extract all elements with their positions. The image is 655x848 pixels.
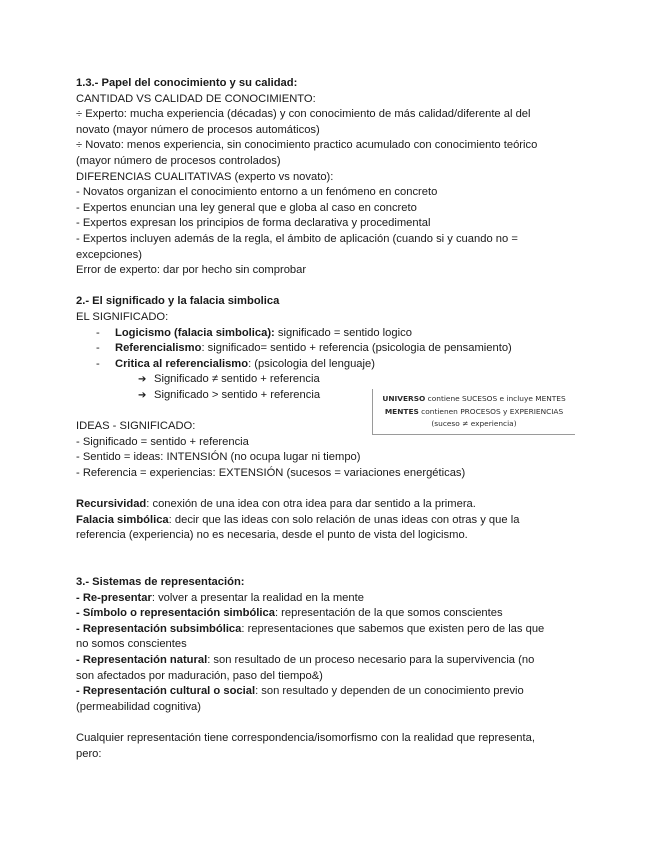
arrow-bullet-icon: ➔ [138,389,147,401]
expert-line-2: novato (mayor número de procesos automáticos) [76,123,320,136]
representation-item: - Representación natural: son resultado de un proceso necesario para la supervivencia (no [76,653,535,666]
representation-item-cont: no somos conscientes [76,638,187,651]
callout-line-3: (suceso ≠ experiencia) [431,419,517,428]
ideas-item: - Referencia = experiencias: EXTENSIÓN (sucesos = variaciones energéticas) [76,466,466,479]
closing-line-2: pero: [76,747,102,760]
ideas-item: - Significado = sentido + referencia [76,435,249,448]
universe-callout-box [372,389,575,435]
representation-item: - Representación subsimbólica: representaciones que sabemos que existen pero de las que [76,622,545,635]
representation-item-cont: (permeabilidad cognitiva) [76,700,201,713]
difference-item: - Expertos enuncian una ley general que e globa al caso en concreto [76,201,417,214]
section-2-title: 2.- El significado y la falacia simbolica [76,295,280,308]
qualitative-differences-heading: DIFERENCIAS CUALITATIVAS (experto vs novato): [76,170,334,183]
list-item-logicismo: - Logicismo (falacia simbolica): significado = sentido logico [96,326,412,339]
expert-error-line: Error de experto: dar por hecho sin comprobar [76,264,307,277]
arrow-item: ➔ Significado ≠ sentido + referencia [76,372,586,388]
novice-line-1: ÷ Novato: menos experiencia, sin conocimiento practico acumulado con conocimiento teórico [76,139,538,152]
meaning-heading: EL SIGNIFICADO: [76,310,169,323]
representation-item-cont: son afectados por maduración, paso del tiempo&) [76,669,323,682]
recursividad-definition: Recursividad: conexión de una idea con otra idea para dar sentido a la primera. [76,498,476,511]
representation-item: - Símbolo o representación simbólica: representación de la que somos conscientes [76,607,503,620]
representation-item: - Re-presentar: volver a presentar la realidad en la mente [76,591,364,604]
quantity-vs-quality-heading: CANTIDAD VS CALIDAD DE CONOCIMIENTO: [76,92,316,105]
section-1-3-title: 1.3.- Papel del conocimiento y su calidad: [76,77,298,89]
callout-line-1: UNIVERSO contiene SUCESOS e incluye MENTES [382,394,566,403]
callout-line-2: MENTES contienen PROCESOS y EXPERIENCIAS [384,406,564,416]
difference-item: - Novatos organizan el conocimiento entorno a un fenómeno en concreto [76,186,438,199]
novice-line-2: (mayor número de procesos controlados) [76,154,281,167]
ideas-item: - Sentido = ideas: INTENSIÓN (no ocupa lugar ni tiempo) [76,451,361,464]
ideas-meaning-heading: IDEAS - SIGNIFICADO: [76,420,196,433]
list-item-critica: - Critica al referencialismo: (psicologia del lenguaje) [96,357,375,370]
arrow-item: ➔ Significado > sentido + referencia [76,388,586,404]
difference-item: - Expertos expresan los principios de forma declarativa y procedimental [76,217,431,230]
expert-line-1: ÷ Experto: mucha experiencia (décadas) y con conocimiento de más calidad/diferente al del [76,108,531,121]
section-3-title: 3.- Sistemas de representación: [76,576,245,588]
falacia-definition-line-1: Falacia simbólica: decir que las ideas con solo relación de unas ideas con otras y que la [76,513,520,526]
falacia-definition-line-2: referencia (experiencia) no es necesaria, desde el punto de vista del logicismo. [76,529,468,542]
arrow-bullet-icon: ➔ [138,374,147,386]
difference-item: excepciones) [76,248,142,261]
closing-line-1: Cualquier representación tiene correspondencia/isomorfismo con la realidad que representa, [76,731,535,744]
representation-item: - Representación cultural o social: son resultado y dependen de un conocimiento previo [76,685,524,698]
list-item-referencialismo: - Referencialismo: significado= sentido + referencia (psicologia de pensamiento) [96,342,512,355]
difference-item: - Expertos incluyen además de la regla, el ámbito de aplicación (cuando si y cuando no = [76,232,518,245]
